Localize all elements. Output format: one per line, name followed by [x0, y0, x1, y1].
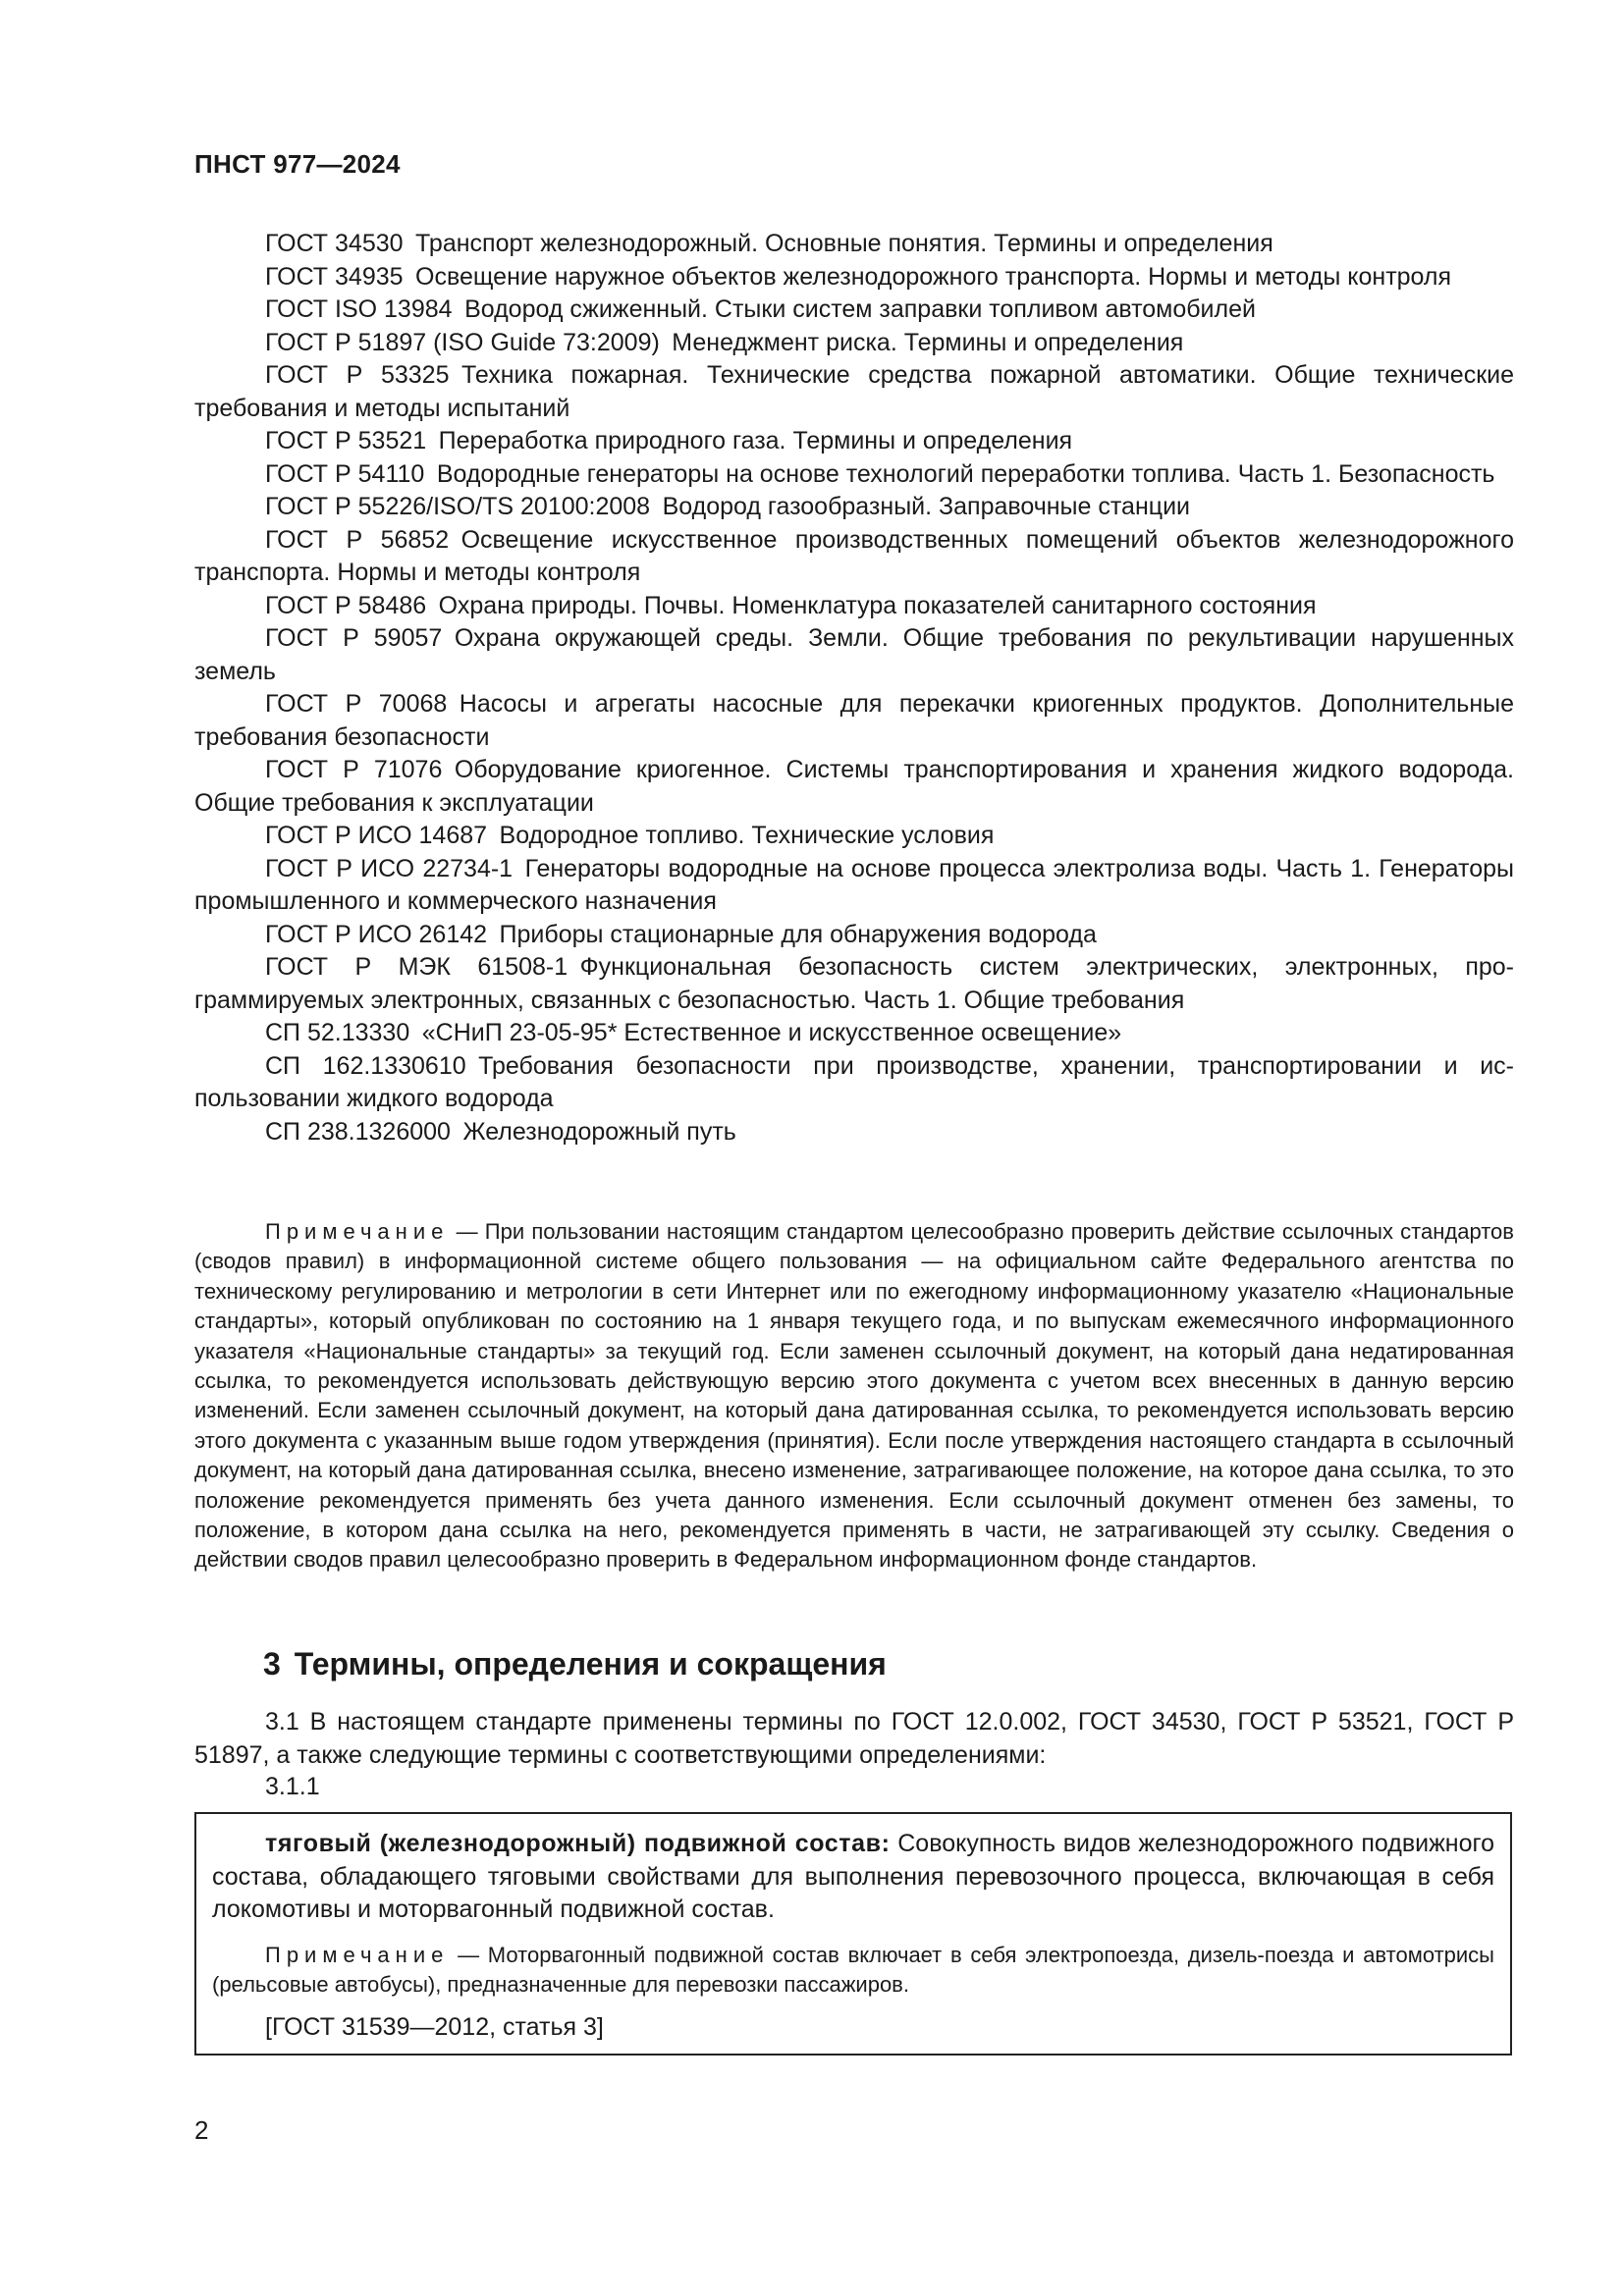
- reference-code: ГОСТ ISO 13984: [265, 295, 453, 323]
- term-definition-text: Совокупность видов железнодорожного подвижного состава, обладающего тяговыми свойствами для выполнения перевозочного процесса, включающая в себя локомотивы и моторвагонный подвижной состав.: [212, 1830, 1494, 1923]
- document-id-header: ПНСТ 977—2024: [194, 149, 401, 179]
- reference-title: Оборудование криогенное. Системы транспортирования и хранения жидкого водорода. Общие требования к эксплуатации: [194, 756, 1514, 817]
- reference-code: ГОСТ Р ИСО 26142: [265, 920, 488, 948]
- reference-title: Насосы и агрегаты насосные для перекачки криогенных продуктов. Дополнительные требования безопасности: [194, 690, 1514, 751]
- reference-item: [194, 491, 1514, 524]
- note-text: — При пользовании настоящим стандартом целесообразно проверить действие ссылочных стандартов (сводов правил) в информационной системе общего пользования — на официальном сайте Федерального агентства по техническому регулированию и метрологии в сети Интернет или по ежегодному информационному указателю «Национальные стандарты», который опубликован по состоянию на 1 января текущего года, и по выпускам ежемесячного информационного указателя «Национальные стандарты» за текущий год. Если заменен ссылочный документ, на который дана недатированная ссылка, то рекомендуется использовать действующую версию этого документа с учетом всех внесенных в данную версию изменений. Если заменен ссылочный документ, на который дана датированная ссылка, то рекомендуется использовать версию этого документа с указанным выше годом утверждения (принятия). Если после утверждения настоящего стандарта в ссылочный документ, на который дана датированная ссылка, внесено изменение, затрагивающее положение, на которое дана ссылка, то это положение рекомендуется применять без учета данного изменения. Если ссылочный документ отменен без замены, то положение, в котором дана ссылка на него, рекомендуется применять в части, не затрагивающей эту ссылку. Сведения о действии сводов правил целесообразно проверить в Федеральном информационном фонде стандартов.: [194, 1219, 1514, 1573]
- reference-item: [194, 688, 1514, 754]
- reference-code: ГОСТ Р 71076: [265, 756, 443, 783]
- reference-code: ГОСТ Р 55226/ISO/TS 20100:2008: [265, 493, 651, 520]
- reference-code: ГОСТ 34530: [265, 230, 404, 257]
- section-heading: [263, 1646, 887, 1682]
- reference-item: [194, 458, 1514, 492]
- page-number: 2: [194, 2115, 209, 2145]
- term-note-text: — Моторвагонный подвижной состав включает в себя электропоезда, дизель-поезда и автомотрисы (рельсовые автобусы), предназначенные для перевозки пассажиров.: [212, 1942, 1494, 1997]
- term-name: тяговый (железнодорожный) подвижной состав:: [265, 1830, 891, 1857]
- reference-code: ГОСТ Р ИСО 22734-1: [265, 854, 514, 882]
- section-intro: 3.1 В настоящем стандарте применены термины по ГОСТ 12.0.002, ГОСТ 34530, ГОСТ Р 53521, ГОСТ Р 51897, а также следующие термины с соответствующими определениями:: [194, 1708, 1514, 1769]
- reference-title: Приборы стационарные для обнаружения водорода: [499, 920, 1097, 948]
- reference-code: ГОСТ Р 59057: [265, 624, 443, 652]
- reference-code: СП 162.1330610: [265, 1051, 466, 1080]
- term-definition-box: [194, 1812, 1512, 2056]
- reference-code: ГОСТ Р 56852: [265, 525, 450, 554]
- normative-references-list: [194, 228, 1514, 1148]
- reference-code: ГОСТ Р МЭК 61508-1: [265, 953, 568, 981]
- reference-item: [194, 754, 1514, 820]
- subclause-number: 3.1.1: [265, 1773, 320, 1800]
- reference-item: [194, 228, 1514, 261]
- reference-code: ГОСТ Р 54110: [265, 459, 425, 488]
- reference-title: Техника пожарная. Технические средства пожарной автоматики. Общие технические требования и методы испытаний: [194, 361, 1514, 422]
- reference-item: [194, 261, 1514, 294]
- reference-title: Охрана окружающей среды. Земли. Общие требования по рекультивации нарушенных земель: [194, 624, 1514, 685]
- reference-title: Функциональная безопасность систем электрических, электронных, программируемых электронных, связанных с безопасностью. Часть 1. Общие требования: [194, 953, 1514, 1014]
- reference-item: [194, 820, 1514, 853]
- references-note: [194, 1217, 1514, 1575]
- reference-code: СП 52.13330: [265, 1019, 410, 1046]
- section-title: Термины, определения и сокращения: [294, 1646, 887, 1682]
- reference-item: [194, 1017, 1514, 1050]
- term-note-label: Примечание: [265, 1942, 450, 1967]
- reference-title: «СНиП 23-05-95* Естественное и искусственное освещение»: [421, 1019, 1122, 1046]
- reference-item: [194, 1050, 1514, 1116]
- term-note: [212, 1941, 1494, 2001]
- reference-title: Требования безопасности при производстве, хранении, транспортировании и использовании жидкого водорода: [194, 1051, 1514, 1112]
- reference-code: ГОСТ Р 53521: [265, 427, 427, 454]
- reference-title: Генераторы водородные на основе процесса электролиза воды. Часть 1. Генераторы промышленного и коммерческого назначения: [194, 854, 1514, 915]
- reference-title: Освещение наружное объектов железнодорожного транспорта. Нормы и методы контроля: [415, 262, 1452, 291]
- reference-title: Охрана природы. Почвы. Номенклатура показателей санитарного состояния: [438, 591, 1317, 619]
- reference-title: Менеджмент риска. Термины и определения: [672, 328, 1184, 356]
- reference-code: ГОСТ Р 58486: [265, 591, 427, 619]
- reference-code: ГОСТ Р 51897 (ISO Guide 73:2009): [265, 328, 660, 356]
- reference-item: [194, 359, 1514, 425]
- reference-item: [194, 622, 1514, 688]
- reference-item: [194, 524, 1514, 590]
- reference-item: [194, 294, 1514, 327]
- reference-title: Водородное топливо. Технические условия: [499, 822, 995, 849]
- reference-code: ГОСТ 34935: [265, 262, 404, 291]
- reference-title: Железнодорожный путь: [462, 1117, 736, 1146]
- note-label: Примечание: [265, 1219, 450, 1244]
- reference-item: [194, 853, 1514, 919]
- reference-title: Освещение искусственное производственных помещений объектов железнодорожного транспорта. Нормы и методы контроля: [194, 525, 1514, 586]
- reference-item: [194, 1116, 1514, 1149]
- reference-item: [194, 951, 1514, 1017]
- reference-code: ГОСТ Р 70068: [265, 690, 448, 718]
- reference-item: [194, 590, 1514, 623]
- reference-code: ГОСТ Р 53325: [265, 361, 450, 389]
- reference-item: [194, 327, 1514, 360]
- reference-item: [194, 425, 1514, 458]
- reference-code: СП 238.1326000: [265, 1117, 451, 1146]
- reference-item: [194, 919, 1514, 952]
- reference-title: Водород газообразный. Заправочные станции: [662, 493, 1191, 520]
- reference-title: Переработка природного газа. Термины и определения: [438, 427, 1073, 454]
- reference-title: Водородные генераторы на основе технологий переработки топлива. Часть 1. Безопасность: [436, 459, 1495, 488]
- reference-title: Водород сжиженный. Стыки систем заправки топливом автомобилей: [464, 295, 1256, 323]
- reference-title: Транспорт железнодорожный. Основные понятия. Термины и определения: [415, 230, 1273, 257]
- section-number: 3: [263, 1646, 281, 1682]
- reference-code: ГОСТ Р ИСО 14687: [265, 822, 488, 849]
- term-definition: [212, 1828, 1494, 1927]
- term-source: [ГОСТ 31539—2012, статья 3]: [265, 2013, 604, 2042]
